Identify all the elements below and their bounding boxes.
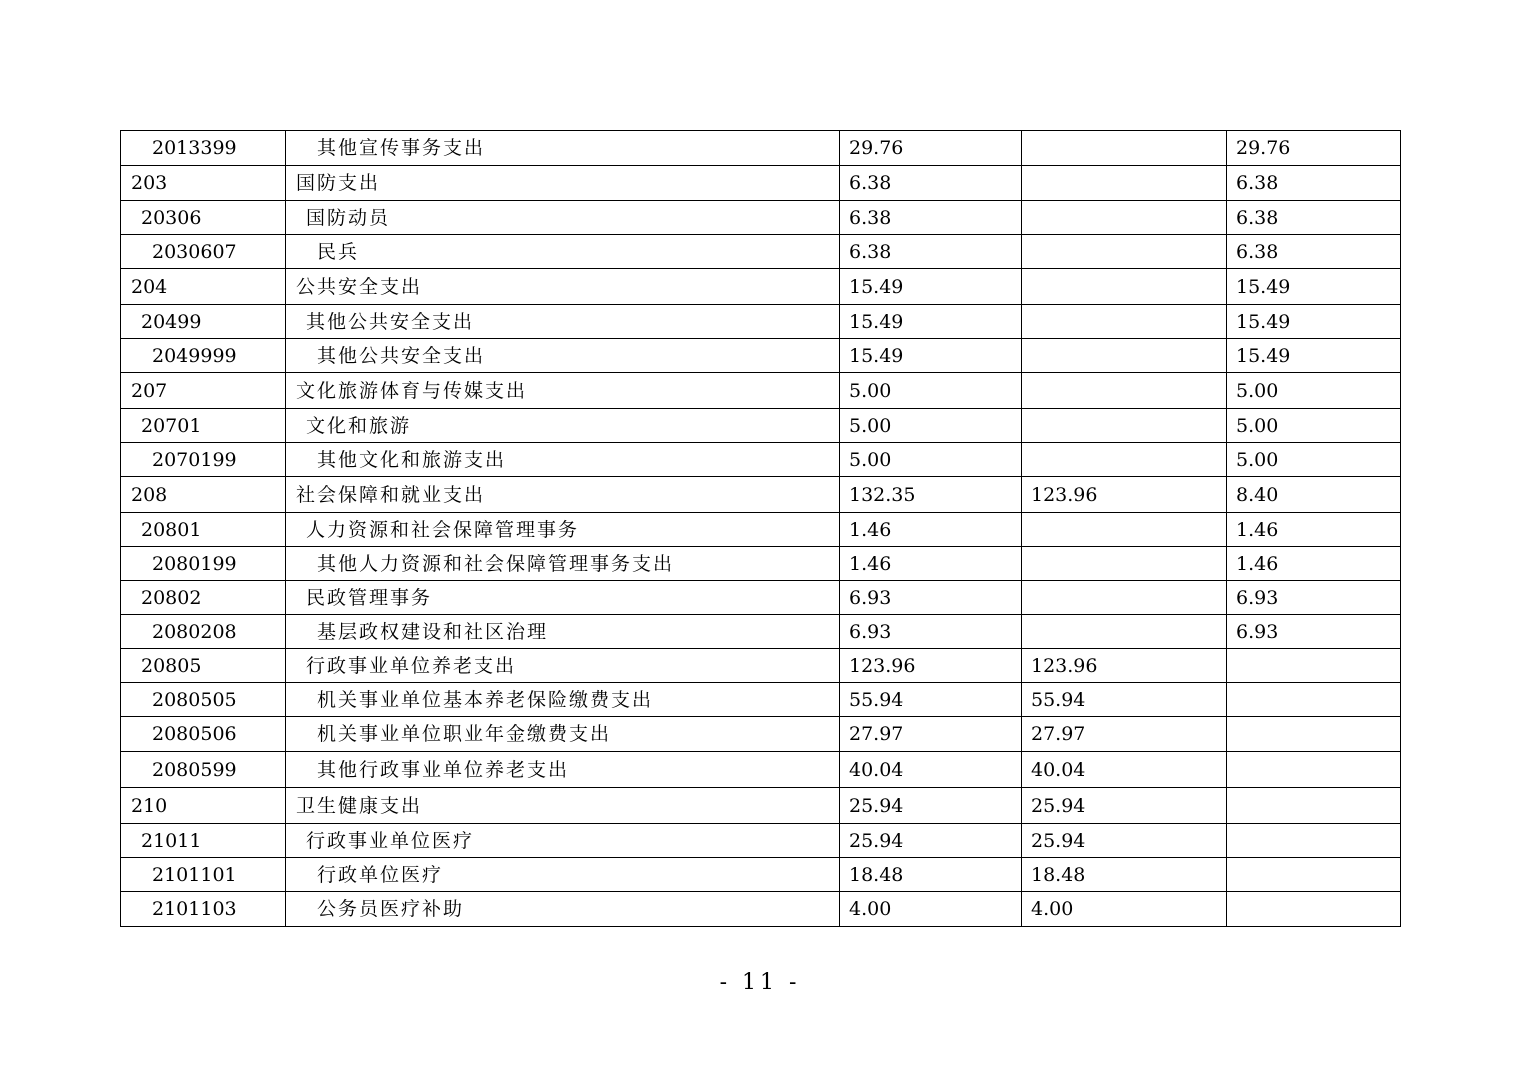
project-expenditure-cell: 1.46 — [1227, 547, 1401, 581]
total-amount-cell: 6.38 — [840, 235, 1022, 269]
project-expenditure-cell: 6.38 — [1227, 235, 1401, 269]
subject-code-cell: 208 — [121, 477, 286, 513]
basic-expenditure-cell — [1022, 513, 1227, 547]
basic-expenditure-cell: 123.96 — [1022, 649, 1227, 683]
table-row — [121, 235, 1401, 269]
subject-name-cell: 机关事业单位基本养老保险缴费支出 — [286, 683, 840, 717]
subject-code-cell: 20801 — [121, 513, 286, 547]
table-row — [121, 443, 1401, 477]
table-row — [121, 269, 1401, 305]
subject-name-cell: 文化和旅游 — [286, 409, 840, 443]
basic-expenditure-cell: 123.96 — [1022, 477, 1227, 513]
table-row — [121, 409, 1401, 443]
subject-name-cell: 国防动员 — [286, 201, 840, 235]
basic-expenditure-cell: 18.48 — [1022, 858, 1227, 892]
project-expenditure-cell — [1227, 824, 1401, 858]
subject-code-cell: 210 — [121, 788, 286, 824]
subject-name-cell: 卫生健康支出 — [286, 788, 840, 824]
table-row — [121, 166, 1401, 201]
table-row — [121, 513, 1401, 547]
subject-code-cell: 2070199 — [121, 443, 286, 477]
project-expenditure-cell: 15.49 — [1227, 269, 1401, 305]
total-amount-cell: 15.49 — [840, 269, 1022, 305]
subject-name-cell: 民政管理事务 — [286, 581, 840, 615]
project-expenditure-cell — [1227, 892, 1401, 927]
basic-expenditure-cell — [1022, 443, 1227, 477]
total-amount-cell: 5.00 — [840, 409, 1022, 443]
project-expenditure-cell — [1227, 788, 1401, 824]
project-expenditure-cell — [1227, 858, 1401, 892]
basic-expenditure-cell — [1022, 547, 1227, 581]
subject-name-cell: 行政单位医疗 — [286, 858, 840, 892]
table-row — [121, 788, 1401, 824]
project-expenditure-cell: 15.49 — [1227, 339, 1401, 373]
total-amount-cell: 15.49 — [840, 305, 1022, 339]
basic-expenditure-cell — [1022, 166, 1227, 201]
subject-name-cell: 其他行政事业单位养老支出 — [286, 752, 840, 788]
total-amount-cell: 15.49 — [840, 339, 1022, 373]
total-amount-cell: 4.00 — [840, 892, 1022, 927]
subject-code-cell: 21011 — [121, 824, 286, 858]
basic-expenditure-cell — [1022, 581, 1227, 615]
subject-code-cell: 2080599 — [121, 752, 286, 788]
basic-expenditure-cell: 25.94 — [1022, 824, 1227, 858]
table-row — [121, 339, 1401, 373]
table-row — [121, 547, 1401, 581]
basic-expenditure-cell — [1022, 269, 1227, 305]
subject-code-cell: 207 — [121, 373, 286, 409]
project-expenditure-cell: 6.38 — [1227, 201, 1401, 235]
total-amount-cell: 55.94 — [840, 683, 1022, 717]
total-amount-cell: 6.93 — [840, 581, 1022, 615]
basic-expenditure-cell — [1022, 131, 1227, 166]
page-number: - 11 - — [719, 970, 801, 995]
table-row — [121, 477, 1401, 513]
basic-expenditure-cell: 40.04 — [1022, 752, 1227, 788]
subject-code-cell: 204 — [121, 269, 286, 305]
project-expenditure-cell: 5.00 — [1227, 443, 1401, 477]
table-row — [121, 131, 1401, 166]
table-body — [121, 131, 1401, 927]
table-row — [121, 373, 1401, 409]
table-row — [121, 615, 1401, 649]
total-amount-cell: 5.00 — [840, 373, 1022, 409]
subject-name-cell: 公务员医疗补助 — [286, 892, 840, 927]
table-row — [121, 581, 1401, 615]
subject-code-cell: 2080208 — [121, 615, 286, 649]
basic-expenditure-cell — [1022, 373, 1227, 409]
table-row — [121, 892, 1401, 927]
total-amount-cell: 27.97 — [840, 717, 1022, 752]
total-amount-cell: 6.38 — [840, 201, 1022, 235]
subject-name-cell: 国防支出 — [286, 166, 840, 201]
total-amount-cell: 18.48 — [840, 858, 1022, 892]
subject-code-cell: 20499 — [121, 305, 286, 339]
total-amount-cell: 29.76 — [840, 131, 1022, 166]
subject-code-cell: 203 — [121, 166, 286, 201]
project-expenditure-cell: 6.93 — [1227, 615, 1401, 649]
table-row — [121, 717, 1401, 752]
total-amount-cell: 1.46 — [840, 547, 1022, 581]
subject-name-cell: 其他公共安全支出 — [286, 339, 840, 373]
total-amount-cell: 25.94 — [840, 788, 1022, 824]
table-row — [121, 824, 1401, 858]
budget-table — [120, 130, 1401, 927]
subject-code-cell: 2080505 — [121, 683, 286, 717]
subject-code-cell: 2080199 — [121, 547, 286, 581]
project-expenditure-cell — [1227, 683, 1401, 717]
total-amount-cell: 1.46 — [840, 513, 1022, 547]
total-amount-cell: 25.94 — [840, 824, 1022, 858]
subject-name-cell: 行政事业单位养老支出 — [286, 649, 840, 683]
basic-expenditure-cell — [1022, 339, 1227, 373]
table-row — [121, 858, 1401, 892]
table-row — [121, 305, 1401, 339]
project-expenditure-cell: 15.49 — [1227, 305, 1401, 339]
project-expenditure-cell: 5.00 — [1227, 409, 1401, 443]
project-expenditure-cell: 1.46 — [1227, 513, 1401, 547]
basic-expenditure-cell: 25.94 — [1022, 788, 1227, 824]
total-amount-cell: 6.38 — [840, 166, 1022, 201]
subject-code-cell: 2080506 — [121, 717, 286, 752]
subject-code-cell: 20701 — [121, 409, 286, 443]
subject-name-cell: 其他人力资源和社会保障管理事务支出 — [286, 547, 840, 581]
project-expenditure-cell: 8.40 — [1227, 477, 1401, 513]
basic-expenditure-cell: 4.00 — [1022, 892, 1227, 927]
total-amount-cell: 40.04 — [840, 752, 1022, 788]
subject-name-cell: 其他公共安全支出 — [286, 305, 840, 339]
total-amount-cell: 132.35 — [840, 477, 1022, 513]
subject-code-cell: 2101101 — [121, 858, 286, 892]
subject-code-cell: 2049999 — [121, 339, 286, 373]
subject-name-cell: 行政事业单位医疗 — [286, 824, 840, 858]
subject-code-cell: 2013399 — [121, 131, 286, 166]
basic-expenditure-cell — [1022, 305, 1227, 339]
subject-code-cell: 20306 — [121, 201, 286, 235]
basic-expenditure-cell: 27.97 — [1022, 717, 1227, 752]
subject-code-cell: 2101103 — [121, 892, 286, 927]
total-amount-cell: 123.96 — [840, 649, 1022, 683]
project-expenditure-cell: 5.00 — [1227, 373, 1401, 409]
subject-name-cell: 其他文化和旅游支出 — [286, 443, 840, 477]
project-expenditure-cell: 29.76 — [1227, 131, 1401, 166]
subject-name-cell: 基层政权建设和社区治理 — [286, 615, 840, 649]
subject-code-cell: 20805 — [121, 649, 286, 683]
subject-name-cell: 机关事业单位职业年金缴费支出 — [286, 717, 840, 752]
subject-name-cell: 公共安全支出 — [286, 269, 840, 305]
basic-expenditure-cell — [1022, 201, 1227, 235]
table-row — [121, 201, 1401, 235]
basic-expenditure-cell — [1022, 235, 1227, 269]
project-expenditure-cell — [1227, 649, 1401, 683]
subject-code-cell: 20802 — [121, 581, 286, 615]
subject-name-cell: 民兵 — [286, 235, 840, 269]
total-amount-cell: 5.00 — [840, 443, 1022, 477]
project-expenditure-cell — [1227, 752, 1401, 788]
table-row — [121, 752, 1401, 788]
subject-name-cell: 社会保障和就业支出 — [286, 477, 840, 513]
project-expenditure-cell: 6.38 — [1227, 166, 1401, 201]
subject-name-cell: 文化旅游体育与传媒支出 — [286, 373, 840, 409]
basic-expenditure-cell — [1022, 409, 1227, 443]
subject-name-cell: 人力资源和社会保障管理事务 — [286, 513, 840, 547]
subject-name-cell: 其他宣传事务支出 — [286, 131, 840, 166]
total-amount-cell: 6.93 — [840, 615, 1022, 649]
project-expenditure-cell — [1227, 717, 1401, 752]
basic-expenditure-cell: 55.94 — [1022, 683, 1227, 717]
project-expenditure-cell: 6.93 — [1227, 581, 1401, 615]
basic-expenditure-cell — [1022, 615, 1227, 649]
table-row — [121, 649, 1401, 683]
table-row — [121, 683, 1401, 717]
subject-code-cell: 2030607 — [121, 235, 286, 269]
